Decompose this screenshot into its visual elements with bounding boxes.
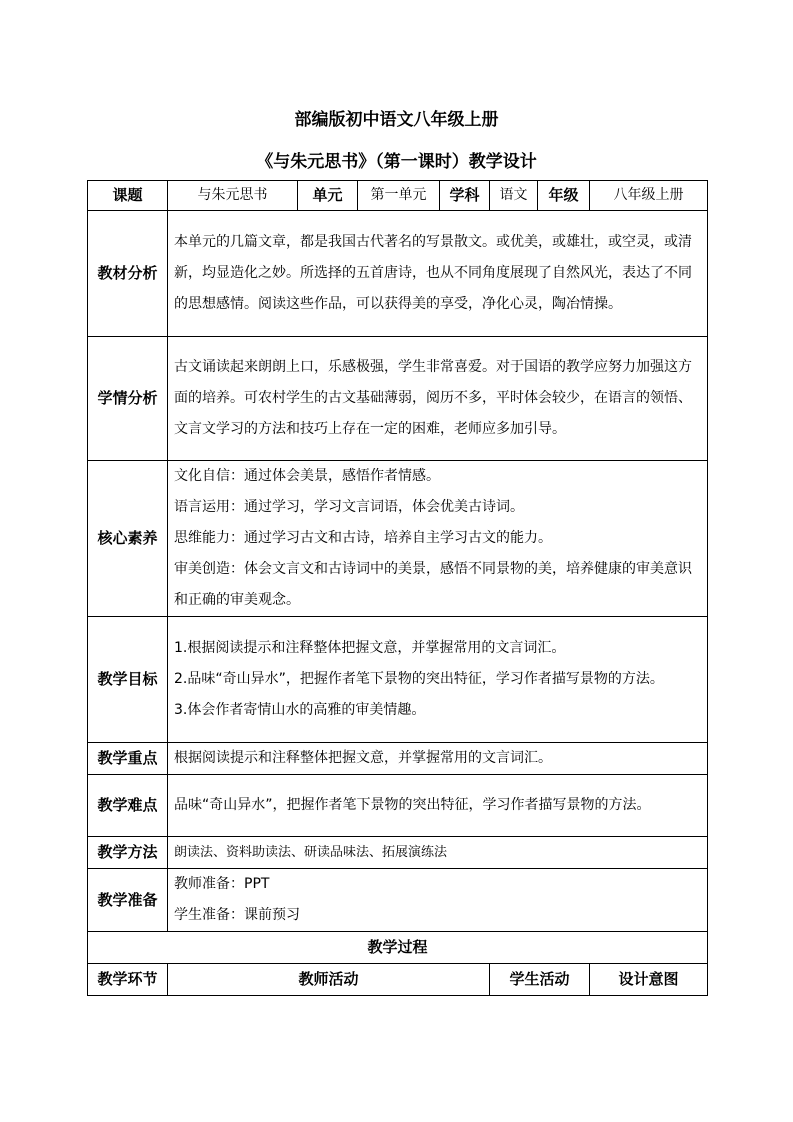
goals-row <box>88 617 708 743</box>
difficulty-row <box>88 775 708 837</box>
lesson-plan-table <box>87 180 708 996</box>
difficulty-text: 品味“奇山异水”，把握作者笔下景物的突出特征，学习作者描写景物的方法。 <box>168 775 708 837</box>
difficulty-label: 教学难点 <box>88 775 168 837</box>
literacy-line: 语言运用：通过学习，学习文言词语，体会优美古诗词。 <box>174 499 524 515</box>
literacy-line: 审美创造：体会文言文和古诗词中的美景，感悟不同景物的美，培养健康的审美意识和正确的审美观念。 <box>174 561 692 608</box>
grade-label: 年级 <box>538 181 590 211</box>
grade-value: 八年级上册 <box>590 181 708 211</box>
literacy-line: 文化自信：通过体会美景，感悟作者情感。 <box>174 468 440 484</box>
col-teacher: 教师活动 <box>168 964 490 996</box>
header-row <box>88 181 708 211</box>
methods-row <box>88 837 708 869</box>
preparation-line: 教师准备：PPT <box>174 876 270 892</box>
process-title-row <box>88 932 708 964</box>
process-title: 教学过程 <box>88 932 708 964</box>
preparation-text <box>168 869 708 932</box>
students-text: 古文诵读起来朗朗上口，乐感极强，学生非常喜爱。对于国语的教学应努力加强这方面的培养。可农村学生的古文基础薄弱，阅历不多，平时体会较少，在语言的领悟、文言文学习的方法和技巧上存在一定的困难，老师应多加引导。 <box>168 337 708 461</box>
key-point-text: 根据阅读提示和注释整体把握文意，并掌握常用的文言词汇。 <box>168 743 708 775</box>
key-point-row <box>88 743 708 775</box>
preparation-row <box>88 869 708 932</box>
goal-item: 1.根据阅读提示和注释整体把握文意，并掌握常用的文言词汇。 <box>174 640 566 656</box>
material-text: 本单元的几篇文章，都是我国古代著名的写景散文。或优美，或雄壮，或空灵，或清新，均显造化之妙。所选择的五首唐诗，也从不同角度展现了自然风光，表达了不同的思想感情。阅读这些作品，可以获得美的享受，净化心灵，陶冶情操。 <box>168 211 708 337</box>
material-label: 教材分析 <box>88 211 168 337</box>
process-header-row <box>88 964 708 996</box>
col-stage: 教学环节 <box>88 964 168 996</box>
unit-value: 第一单元 <box>358 181 440 211</box>
preparation-label: 教学准备 <box>88 869 168 932</box>
topic-value: 与朱元思书 <box>168 181 298 211</box>
goals-text <box>168 617 708 743</box>
goal-item: 3.体会作者寄情山水的高雅的审美情趣。 <box>174 702 426 718</box>
students-row <box>88 337 708 461</box>
lesson-title: 《与朱元思书》（第一课时）教学设计 <box>256 152 537 172</box>
subject-value: 语文 <box>490 181 538 211</box>
topic-label: 课题 <box>88 181 168 211</box>
col-intent: 设计意图 <box>590 964 708 996</box>
col-student: 学生活动 <box>490 964 590 996</box>
literacy-text <box>168 461 708 617</box>
literacy-row <box>88 461 708 617</box>
literacy-label: 核心素养 <box>88 461 168 617</box>
preparation-line: 学生准备：课前预习 <box>174 907 300 923</box>
students-label: 学情分析 <box>88 337 168 461</box>
key-point-label: 教学重点 <box>88 743 168 775</box>
literacy-line: 思维能力：通过学习古文和古诗，培养自主学习古文的能力。 <box>174 530 552 546</box>
unit-label: 单元 <box>298 181 358 211</box>
material-row <box>88 211 708 337</box>
methods-label: 教学方法 <box>88 837 168 869</box>
methods-text: 朗读法、资料助读法、研读品味法、拓展演练法 <box>168 837 708 869</box>
document-title: 部编版初中语文八年级上册 <box>294 110 499 130</box>
goal-item: 2.品味“奇山异水”，把握作者笔下景物的突出特征，学习作者描写景物的方法。 <box>174 671 664 687</box>
goals-label: 教学目标 <box>88 617 168 743</box>
subject-label: 学科 <box>440 181 490 211</box>
